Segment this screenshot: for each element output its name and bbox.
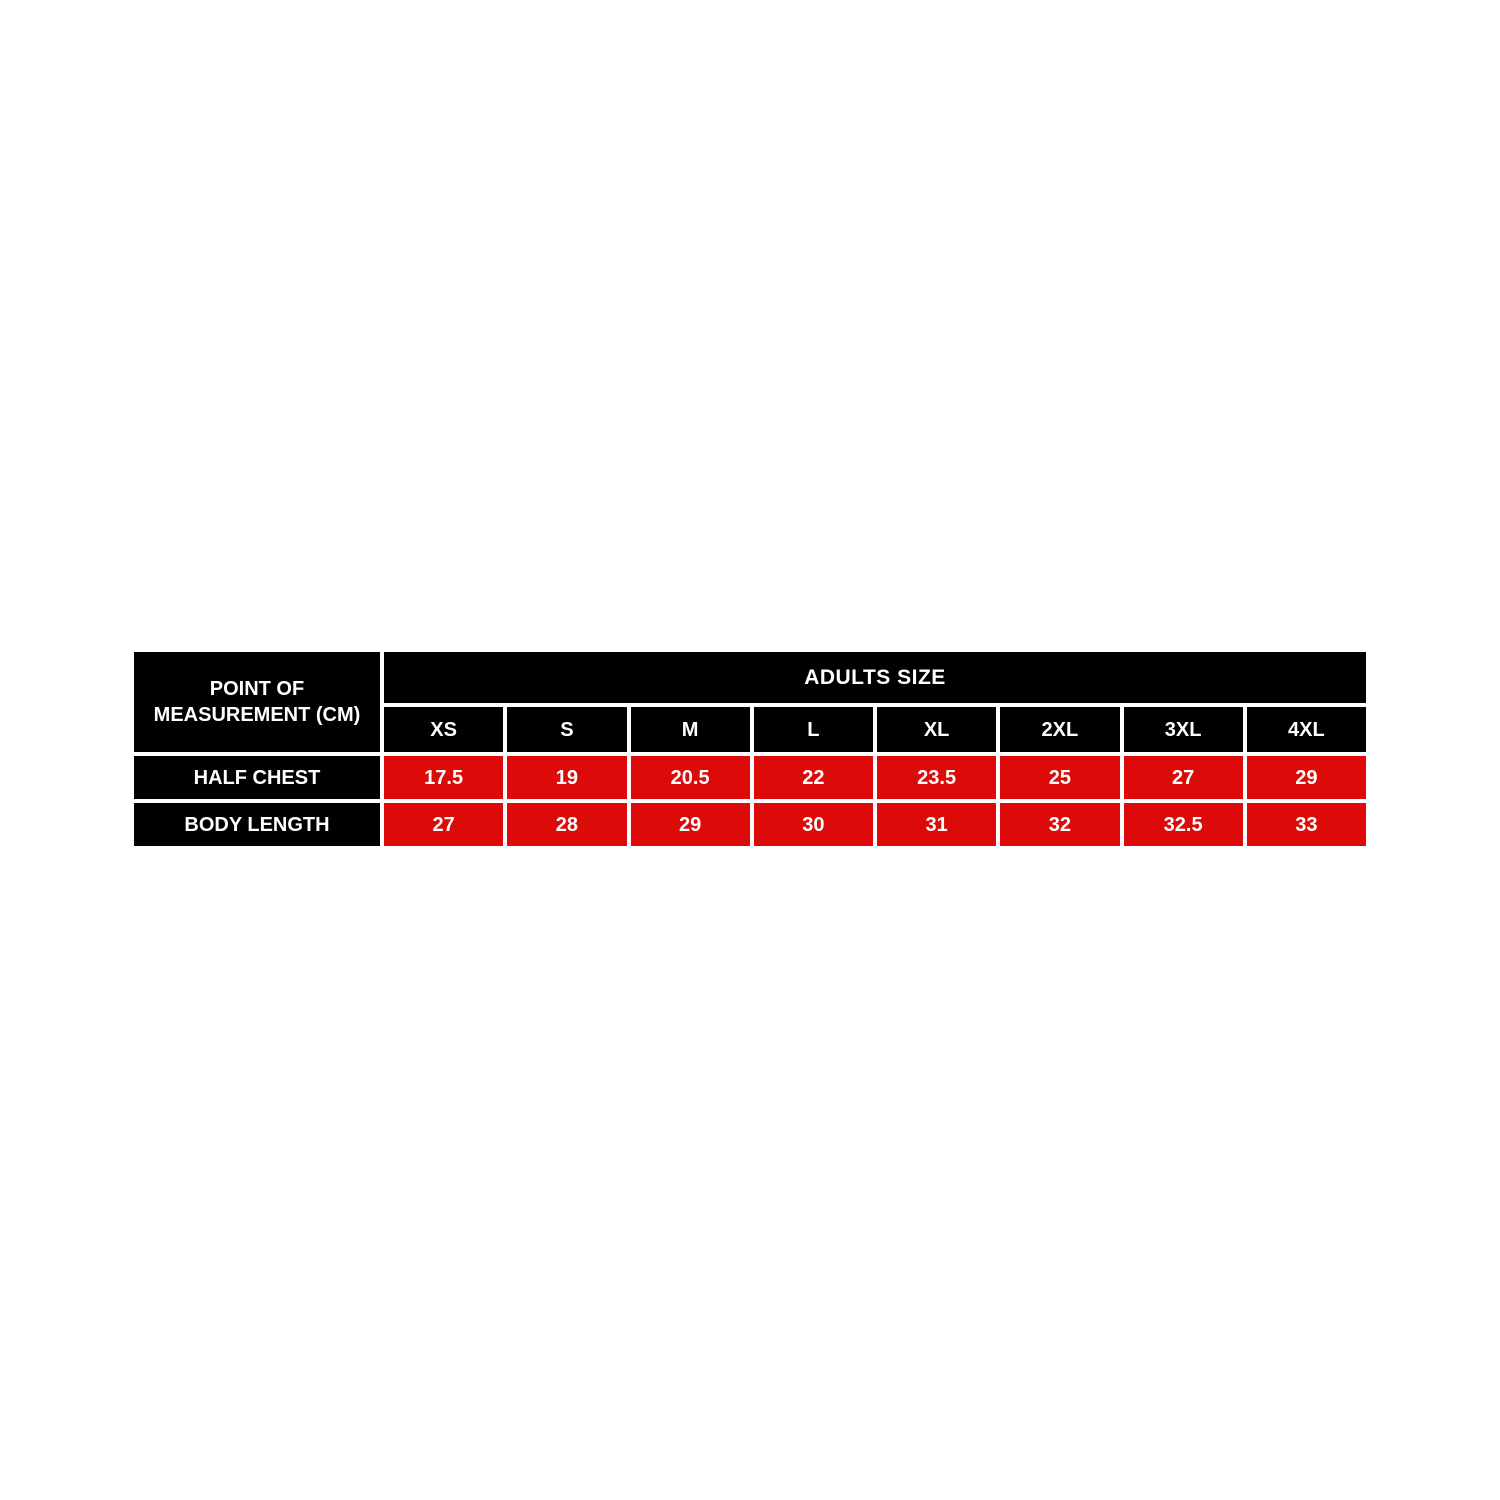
body-length-value-xs: 27 bbox=[384, 803, 503, 846]
size-header-l: L bbox=[754, 707, 873, 752]
body-length-value-3xl: 32.5 bbox=[1124, 803, 1243, 846]
half-chest-value-xl: 23.5 bbox=[877, 756, 996, 799]
size-header-xl: XL bbox=[877, 707, 996, 752]
size-header-xs: XS bbox=[384, 707, 503, 752]
half-chest-value-xs: 17.5 bbox=[384, 756, 503, 799]
point-of-measurement-header: POINT OF MEASUREMENT (CM) bbox=[134, 652, 380, 752]
body-length-value-xl: 31 bbox=[877, 803, 996, 846]
row-label-half-chest: HALF CHEST bbox=[134, 756, 380, 799]
adults-size-header: ADULTS SIZE bbox=[384, 652, 1366, 703]
body-length-value-s: 28 bbox=[507, 803, 626, 846]
body-length-value-m: 29 bbox=[631, 803, 750, 846]
size-header-3xl: 3XL bbox=[1124, 707, 1243, 752]
body-length-value-l: 30 bbox=[754, 803, 873, 846]
size-header-s: S bbox=[507, 707, 626, 752]
size-header-4xl: 4XL bbox=[1247, 707, 1366, 752]
half-chest-value-s: 19 bbox=[507, 756, 626, 799]
half-chest-value-2xl: 25 bbox=[1000, 756, 1119, 799]
size-chart-table bbox=[134, 652, 1366, 846]
half-chest-value-3xl: 27 bbox=[1124, 756, 1243, 799]
half-chest-value-m: 20.5 bbox=[631, 756, 750, 799]
size-header-m: M bbox=[631, 707, 750, 752]
half-chest-value-l: 22 bbox=[754, 756, 873, 799]
row-label-body-length: BODY LENGTH bbox=[134, 803, 380, 846]
size-header-2xl: 2XL bbox=[1000, 707, 1119, 752]
half-chest-value-4xl: 29 bbox=[1247, 756, 1366, 799]
body-length-value-4xl: 33 bbox=[1247, 803, 1366, 846]
body-length-value-2xl: 32 bbox=[1000, 803, 1119, 846]
